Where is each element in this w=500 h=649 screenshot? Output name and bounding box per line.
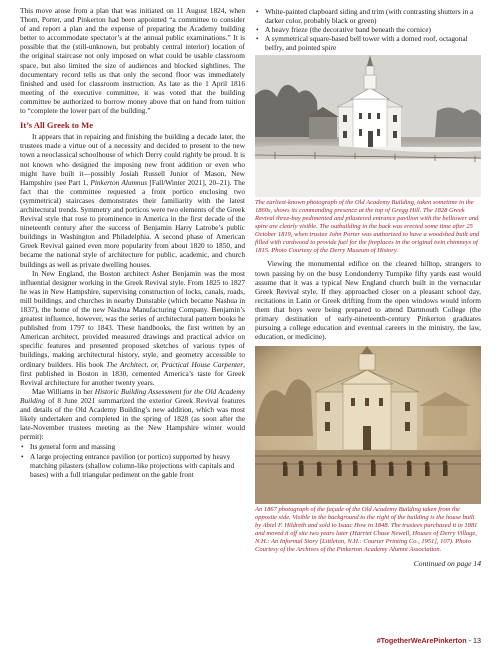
body-paragraph-2 [20,269,245,387]
body-paragraph-1 [20,132,245,268]
continued-notice: Continued on page 14 [413,559,481,569]
body-paragraph-3 [20,387,245,442]
report-title: Historic Building Assessment for the Old Academy Building [20,386,245,405]
paragraph-text: In New England, the Boston architect Asher Benjamin was the most influential designer working in the Greek Revival style. From 1825 to 1827 he was in New Hampshire, supervising construction of locks, canals, roads, mill buildings, and churches in nearby Dunstable (which became Nashua in 1837), the home of the new Nashua Manufacturing Company. Benjamin’s greatest influence, however, was the series of architectural pattern books he published from 1797 to 1843. These handbooks, the first written by an American architect, provided measured drawings and practical advice on specific features and presented proposed sketches of various types of buildings, making architectural history, style, and geometry accessible to ordinary builders. His book [20,268,245,369]
publication-title: Pinkerton Alumnus [90,177,148,187]
paragraph-text: Mae Williams in her [32,386,95,396]
photo-image [255,55,481,197]
feature-list-left [20,442,245,478]
paragraph-text: [Fall/Winter 2021], 20–21). The fact that the committee requested a front portico enclosing two (symmetrical) staircases demonstrates their familiarity with the latest architectural trends. Symmetry and porticos were two elements of the Greek Revival style that rose to prominence in America in the first decade of the nineteenth century after the success of Benjamin Harry Latrobe’s public buildings in Washington and Philadelphia. A second phase of American Greek Revival gained even more popularity from about 1820 to 1850, and became the national style of architecture for public, academic, and church buildings as well as private dwelling houses. [20,177,246,269]
photo-old-academy-1867 [255,346,481,504]
list-item: • A large projecting entrance pavilion (or portico) supported by heavy matching pilasters (shallow column-like projections with capitals and bases) with a full triangular pediment on the gable front [30,452,245,479]
left-column [20,6,245,479]
list-item: • A heavy frieze (the decorative band beneath the cornice) [265,25,481,34]
list-item: • White-painted clapboard siding and trim (with contrasting shutters in a darker color, probably black or green) [265,7,481,25]
list-item: • Its general form and massing [30,442,245,451]
body-paragraph-4: Viewing the monumental edifice on the cleared hilltop, strangers to town passing by on the busy Londonderry Turnpike fifty yards east would assume that it was a typical New England church built in the vernacular Greek Revival style. If they approached closer on a pleasant school day, recitations in Latin or Greek drifting from the open windows would inform them that boys were being prepared to attend Dartmouth College (the primary destination of early-nineteenth-century Pinkerton graduates pursuing a college education and eventual careers in the ministry, the law, education, or medicine). [255,259,481,342]
photo-caption-1: The earliest-known photograph of the Old Academy Building, taken sometime in the 1860s, shows its commanding presence at the top of Gregg Hill. The 1828 Greek Revival three-bay pedimented and pilastered entrance pavilion with the belltower and spire are clearly visible. The outbuilding in the back was erected some time after 25 October 1819, when trustee John Porter was authorized to have a woodshed built and filled with cordwood to provide fuel for the fireplaces in the original twin chimneys of 1815. Photo Courtesy of the Derry Museum of History. [255,199,480,255]
feature-list-right [255,7,481,52]
section-heading: It’s All Greek to Me [20,120,94,131]
intro-paragraph: This move arose from a plan that was initiated on 11 August 1824, when Thom, Porter, and Pinkerton had been appointed “a committee to consider of and report a plan and the expense of preparing the Academy building better to accommodate spectator’s at the annual public examinations.” It is possible that the (still-unknown, but probably central interior) location of the original staircase not only imposed on what could be usable classroom space, but also limited the size of audiences and blocked sightlines. The documentary record tells us that only the second floor was immediately finished and used for classroom instruction. As late as the 1 April 1816 meeting of the executive committee, it was voted that the building committee be authorized to borrow money above that on hand from tuition to “complete the lower part of the building.” [20,6,245,116]
paragraph-text: , first published in Boston in 1830, cemented America’s taste for Greek Revival architecture for another twenty years. [20,359,246,387]
page-footer [377,636,481,645]
photo-caption-2: An 1867 photograph of the façade of the Old Academy Building taken from the opposite side. Visible in the background to the right of the building is the house built by Abiel F. Hildreth and sold to Isaac How in 1848. The trustees purchased it in 1881 and moved it off site two years later (Harriet Chase Newell, Houses of Derry Village, N.H.: An Informal Story [Littleton, N.H.: Courier Printing Co., 1951], 107). Photo Courtesy of the Archives of the Pinkerton Academy Alumni Association. [255,506,478,554]
page-number: 13 [473,636,481,645]
paragraph-text: It appears that in repairing and finishing the building a decade later, the trustees made a virtue out of a necessity and decided to present to the new town a neoclassical schoolhouse of which Derry could rightly be proud. It is not known who designed the imposing new front addition or even who might have built it—possibly Josiah Russell Junior of Mason, New Hampshire (see Part 1, [20,132,245,187]
photo-old-academy-1860s [255,55,481,197]
paragraph-text: of 8 June 2021 summarized the exterior Greek Revival features and details of the Old Academy Building’s new addition, which was most likely undertaken and completed in the spring of 1828 (as soon after the late-November trustees meeting as the New Hampshire winter would permit): [20,395,245,442]
footer-hashtag: #TogetherWeArePinkerton [376,636,467,645]
right-column [255,6,481,568]
list-item: • A symmetrical square-based bell tower with a domed roof, octagonal belfry, and pointed spire [265,34,481,52]
photo-image [255,346,481,504]
book-title: The Architect, or, Practical House Carpenter [106,359,244,369]
footer-separator: - [466,636,473,645]
